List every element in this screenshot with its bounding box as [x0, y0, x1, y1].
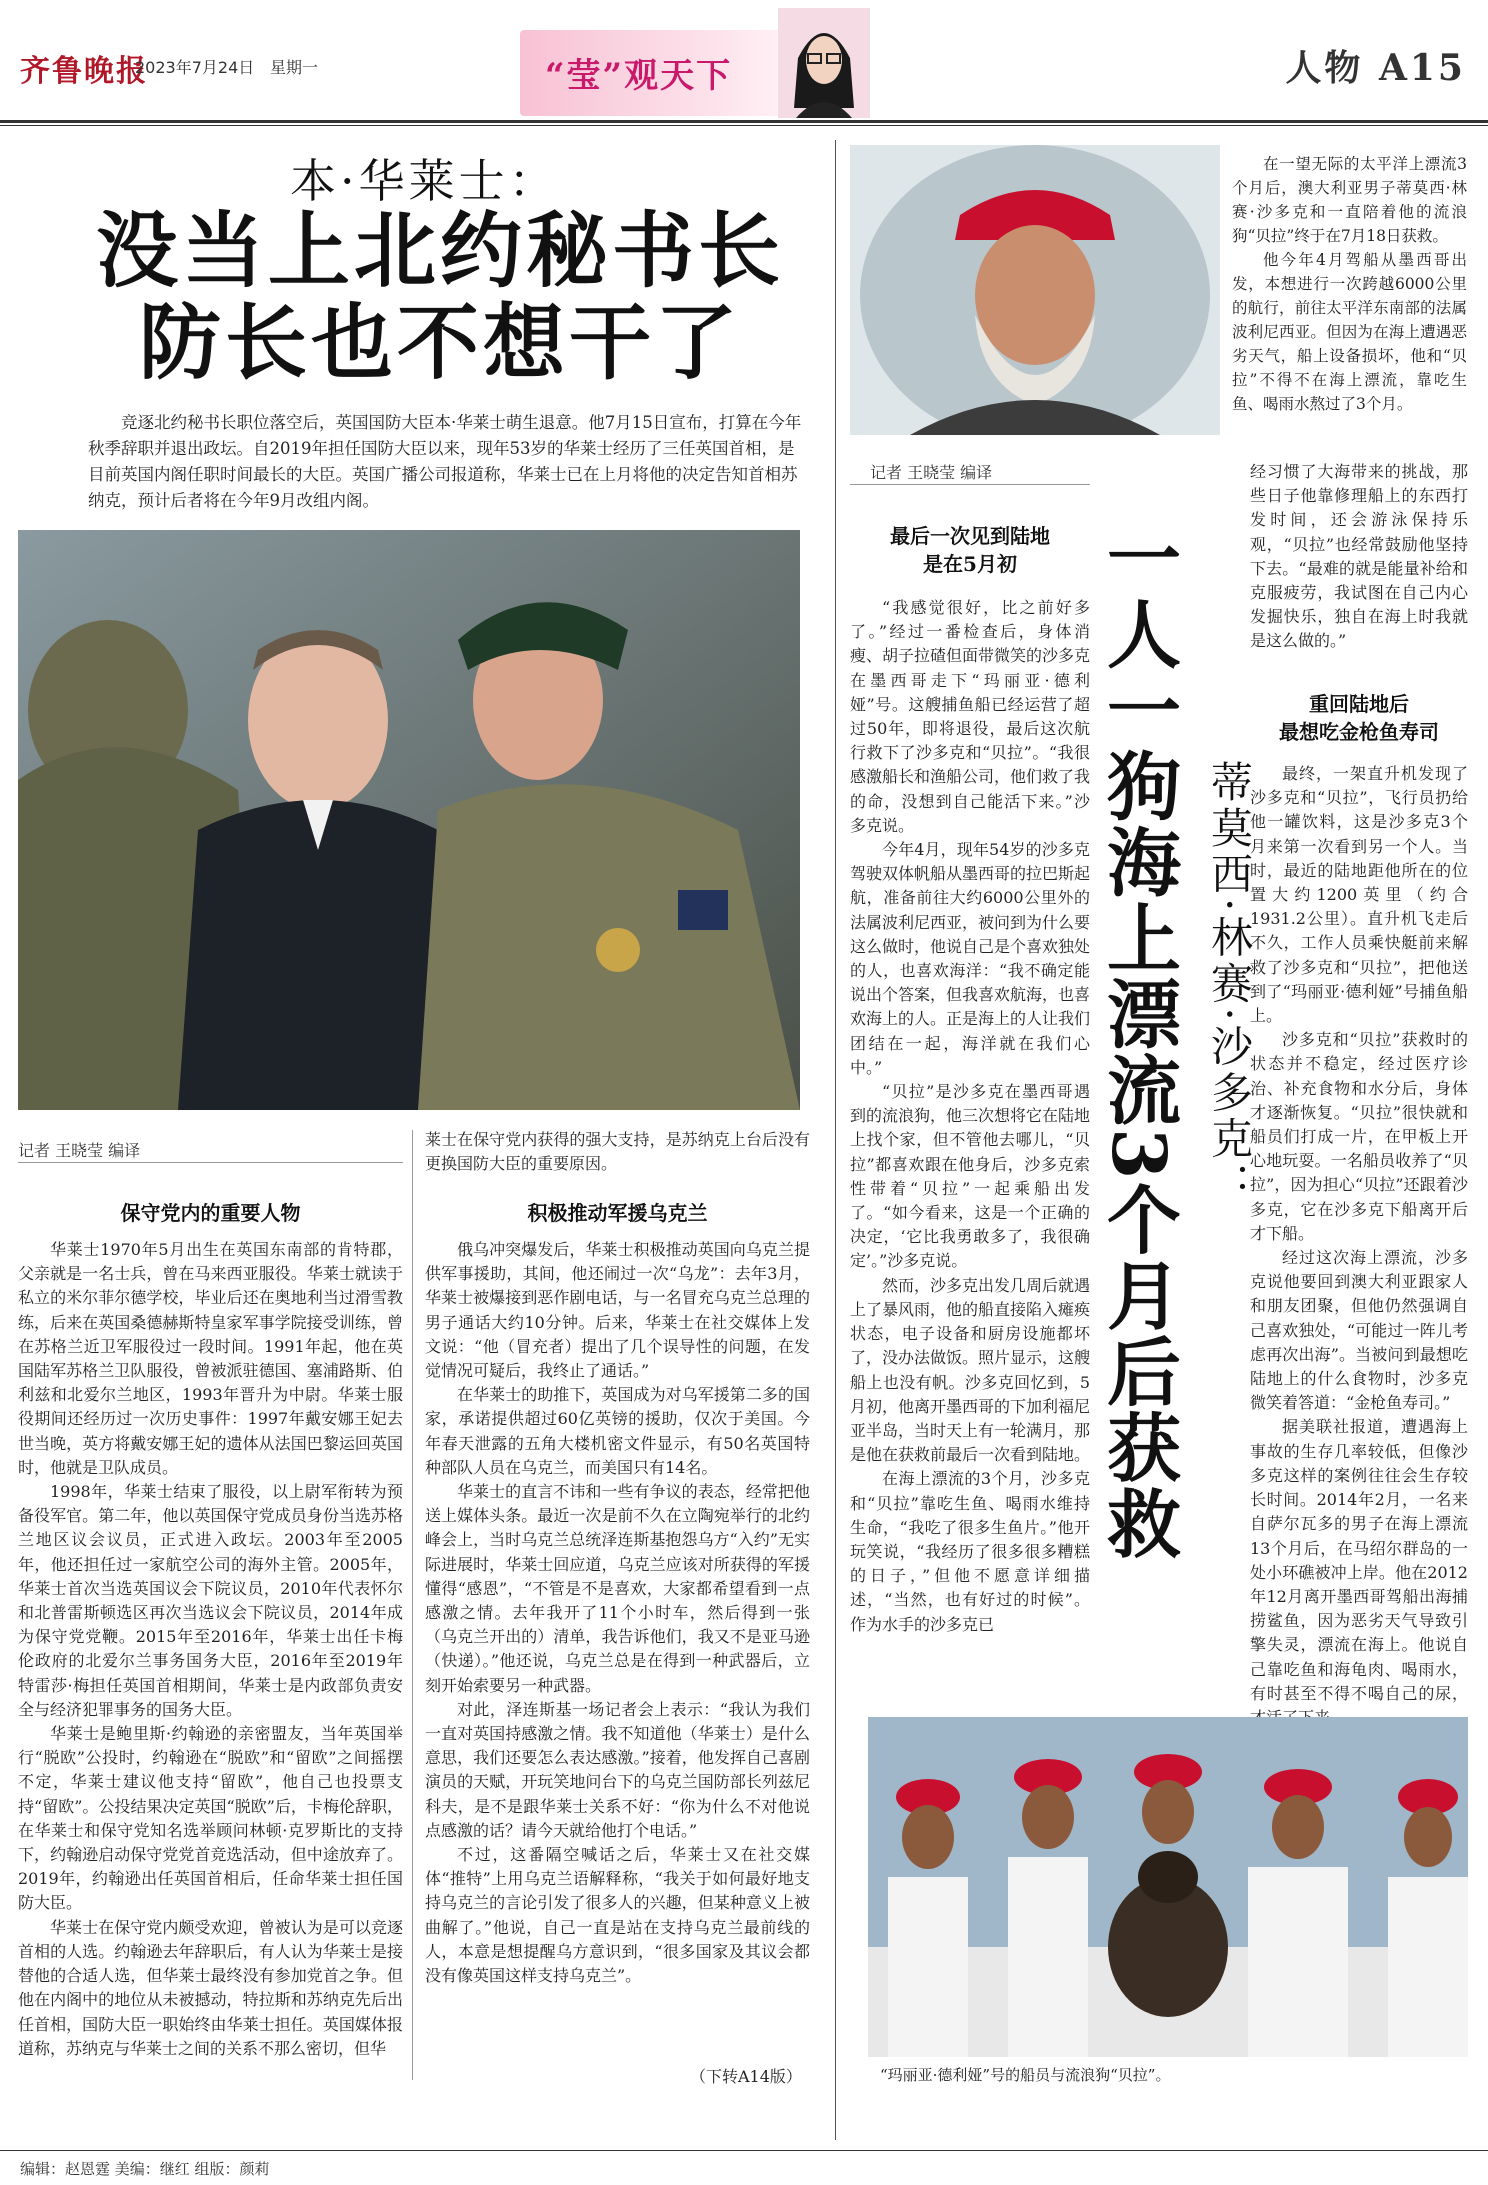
bottom-photo-caption: “玛丽亚·德利娅”号的船员与流浪狗“贝拉”。 [880, 2066, 1171, 2084]
paragraph: 华莱士是鲍里斯·约翰逊的亲密盟友，当年英国举行“脱欧”公投时，约翰逊在“脱欧”和“留欧”之间摇摆不定，华莱士建议他支持“留欧”，他自己也投票支持“留欧”。公投结果决定英国“脱欧”后，卡梅伦辞职，在华莱士和保守党知名选举顾问林顿·克罗斯比的支持下，约翰逊启动保守党党首竞选活动，但中途放弃了。2019年，约翰逊出任英国首相后，任命华莱士担任国防大臣。 [18, 1724, 403, 1913]
left-subhead-1: 保守党内的重要人物 [120, 1201, 301, 1225]
paragraph: 在华莱士的助推下，英国成为对乌军援第二多的国家，承诺提供超过60亿英镑的援助，仅次于美国。今年春天泄露的五角大楼机密文件显示，有50名英国特种部队人员在乌克兰，而美国只有14名。 [425, 1385, 810, 1477]
right-subhead-2: 重回陆地后 最想吃金枪鱼寿司 [1279, 692, 1439, 744]
paragraph: 华莱士1970年5月出生在英国东南部的肯特郡，父亲就是一名士兵，曾在马来西亚服役。华莱士就读于私立的米尔菲尔德学校，毕业后还在奥地利当过滑雪教练，后来在英国桑德赫斯特皇家军事学院接受训练，曾在苏格兰近卫军服役过一段时间。1991年起，他在英国陆军苏格兰卫队服役，曾被派驻德国、塞浦路斯、伯利兹和北爱尔兰地区，1993年晋升为中尉。华莱士服役期间还经历过一次历史事件：1997年戴安娜王妃去世当晚，英方将戴安娜王妃的遗体从法国巴黎运回英国时，他就是卫队成员。 [18, 1240, 403, 1477]
right-story-kicker: 蒂莫西·林赛·沙多克： [1205, 760, 1254, 1209]
story-kicker: 本·华莱士： [290, 154, 559, 208]
headline-line-2: 防长也不想干了 [138, 295, 741, 391]
right-column-2-intro: 经习惯了大海带来的挑战，那些日子他靠修理船上的东西打发时间，还会游泳保持乐观，“贝拉”也经常鼓励他坚持下去。“最难的就是能量补给和克服疲劳，我试图在自己内心发掘快乐，独自在海上时我就是这么做的。” [1250, 462, 1468, 651]
paragraph: 对此，泽连斯基一场记者会上表示：“我认为我们一直对英国持感激之情。我不知道他（华莱士）是什么意思，我们还要怎么表达感激。”接着，他发挥自己喜剧演员的天赋，开玩笑地问台下的乌克兰国防部长列兹尼科夫，是不是跟华莱士关系不好：“你为什么不对他说点感激的话？请今天就给他打个电话。” [425, 1699, 810, 1840]
story-headline [60, 205, 820, 389]
wallace-photo [18, 530, 800, 1110]
paragraph: 1998年，华莱士结束了服役，以上尉军衔转为预备役军官。第二年，他以英国保守党成员身份当选苏格兰地区议会议员，正式进入政坛。2003年至2005年，他还担任过一家航空公司的海外主管。2005年，华莱士首次当选英国议会下院议员，2010年代表怀尔和北普雷斯顿选区再次当选议会下院议员，2014年成为保守党党鞭。2015年至2016年，华莱士出任卡梅伦政府的北爱尔兰事务国务大臣，2016年至2019年特雷莎·梅担任英国首相期间，华莱士是内政部负责安全与经济犯罪事务的国务大臣。 [18, 1482, 403, 1719]
left-subhead-2: 积极推动军援乌克兰 [527, 1201, 708, 1225]
byline-rule [850, 484, 1090, 485]
newspaper-logo: 齐鲁晚报 [20, 54, 148, 89]
right-byline: 记者 王晓莹 编译 [870, 463, 993, 482]
right-column-2 [1250, 762, 1468, 1730]
right-column-1 [850, 596, 1090, 1637]
left-byline: 记者 王晓莹 编译 [18, 1141, 141, 1160]
story-divider [835, 140, 836, 2140]
right-photo-caption [1232, 152, 1467, 416]
issue-date: 2023年7月24日 [135, 58, 255, 77]
shaddock-photo [850, 145, 1220, 435]
byline-rule [18, 1162, 403, 1163]
paragraph: 华莱士在保守党内颇受欢迎，曾被认为是可以竞逐首相的人选。约翰逊去年辞职后，有人认为华莱士是接替他的合适人选，但华莱士最终没有参加党首之争。但他在内阁中的地位从未被撼动，特拉斯和苏纳克先后出任首相，国防大臣一职始终由华莱士担任。英国媒体报道称，苏纳克与华莱士之间的关系不那么密切，但华 [18, 1917, 403, 2058]
paragraph: 华莱士的直言不讳和一些有争议的表态，经常把他送上媒体头条。最近一次是前不久在立陶宛举行的北约峰会上，当时乌克兰总统泽连斯基抱怨乌方“入约”无实际进展时，华莱士回应道，乌克兰应该对所获得的军援懂得“感恩”，“不管是不是喜欢，大家都希望看到一点感激之情。去年我开了11个小时车，然后得到一张（乌克兰开出的）清单，我告诉他们，我又不是亚马逊（快递）。”他还说，乌克兰总是在得到一种武器后，立刻开始索要另一种武器。 [425, 1482, 810, 1695]
paragraph: “我感觉很好，比之前好多了。”经过一番检查后，身体消瘦、胡子拉碴但面带微笑的沙多克在墨西哥走下“玛丽亚·德利娅”号。这艘捕鱼船已经运营了超过50年，即将退役，最后这次航行救下了沙多克和“贝拉”。“我很感激船长和渔船公司，他们救了我的命，没想到自己能活下来。”沙多克说。 [850, 598, 1091, 835]
story-lead: 竞逐北约秘书长职位落空后，英国国防大臣本·华莱士萌生退意。他7月15日宣布，打算在今年秋季辞职并退出政坛。自2019年担任国防大臣以来，现年53岁的华莱士经历了三任英国首相，是目前英国内阁任职时间最长的大臣。英国广播公司报道称，华莱士已在上月将他的决定告知首相苏纳克，预计后者将在今年9月改组内阁。 [88, 413, 802, 510]
footer-rule [0, 2150, 1488, 2151]
paragraph: 经过这次海上漂流，沙多克说他要回到澳大利亚跟家人和朋友团聚，但他仍然强调自己喜欢独处，“可能过一阵儿考虑再次出海”。当被问到最想吃陆地上的什么食物时，沙多克微笑着答道：“金枪鱼寿司。” [1250, 1248, 1468, 1413]
issue-weekday: 星期一 [270, 58, 319, 77]
caption-paragraph: 在一望无际的太平洋上漂流3个月后，澳大利亚男子蒂莫西·林赛·沙多克和一直陪着他的流浪狗“贝拉”终于在7月18日获救。 [1232, 155, 1467, 245]
top-divider-thin [0, 125, 1488, 126]
paragraph: 俄乌冲突爆发后，华莱士积极推动英国向乌克兰提供军事援助，其间，他还闹过一次“乌龙”：去年3月，华莱士被爆接到恶作剧电话，与一名冒充乌克兰总理的男子通话大约10分钟。后来，华莱士在社交媒体上发文说：“他（冒充者）提出了几个误导性的问题，在发觉情况可疑后，我终止了通话。” [425, 1240, 810, 1381]
column-divider [412, 1130, 413, 2080]
left-column-2 [425, 1238, 810, 1988]
columnist-portrait [778, 8, 870, 118]
paragraph: “贝拉”是沙多克在墨西哥遇到的流浪狗，他三次想将它在陆地上找个家，但不管他去哪儿，“贝拉”都喜欢跟在他身后，沙多克索性带着“贝拉”一起乘船出发了。“如今看来，这是一个正确的决定，‘它比我勇敢多了，我很确定’。”沙多克说。 [850, 1082, 1091, 1271]
paragraph: 沙多克和“贝拉”获救时的状态并不稳定，经过医疗诊治、补充食物和水分后，身体才逐渐恢复。“贝拉”很快就和船员们打成一片，在甲板上开心地玩耍。一名船员收养了“贝拉”，因为担心“贝拉”还跟着沙多克，它在沙多克下船离开后才下船。 [1250, 1030, 1468, 1243]
paragraph: 最终，一架直升机发现了沙多克和“贝拉”，飞行员扔给他一罐饮料，这是沙多克3个月来第一次看到另一个人。当时，最近的陆地距他所在的位置大约1200英里（约合1931.2公里）。直升机飞走后不久，工作人员乘快艇前来解救了沙多克和“贝拉”，把他送到了“玛丽亚·德利娅”号捕鱼船上。 [1250, 764, 1468, 1026]
right-subhead-1: 最后一次见到陆地 是在5月初 [890, 524, 1050, 576]
crew-with-dog-photo [868, 1717, 1468, 2057]
paragraph: 然而，沙多克出发几周后就遇上了暴风雨，他的船直接陷入瘫痪状态，电子设备和厨房设施都坏了，没办法做饭。照片显示，这艘船上也没有帆。沙多克回忆到，5月初，他离开墨西哥的下加利福尼亚半岛，当时天上有一轮满月，那是他在获救前最后一次看到陆地。 [850, 1275, 1091, 1465]
headline-line-1: 没当上北约秘书长 [95, 203, 784, 299]
section-label: 人物 A15 [1285, 47, 1466, 89]
continued-note: （下转A14版） [690, 2067, 802, 2086]
column-title: “莹”观天下 [545, 56, 733, 96]
paragraph: 据美联社报道，遭遇海上事故的生存几率较低，但像沙多克这样的案例往往会生存较长时间。2014年2月，一名来自萨尔瓦多的男子在海上漂流13个月后，在马绍尔群岛的一处小环礁被冲上岸。他在2012年12月离开墨西哥驾船出海捕捞鲨鱼，因为恶劣天气导致引擎失灵，漂流在海上。他说自己靠吃鱼和海龟肉、喝雨水，有时甚至不得不喝自己的尿， [1250, 1417, 1468, 1703]
paragraph: 在海上漂流的3个月，沙多克和“贝拉”靠吃生鱼、喝雨水维持生命，“我吃了很多生鱼片。”他开玩笑说，“我经历了很多很多糟糕的日子，”但他不愿意详细描述，“当然，也有好过的时候”。作为水手的沙多克已 [850, 1469, 1090, 1634]
paragraph: 今年4月，现年54岁的沙多克驾驶双体帆船从墨西哥的拉巴斯起航，准备前往大约6000公里外的法属波利尼西亚，被问到为什么要这么做时，他说自己是个喜欢独处的人，也喜欢海洋：“我不确定能说出个答案，但我喜欢航海，也喜欢海上的人。正是海上的人让我们团结在一起，海洋就在我们心中。” [850, 840, 1091, 1077]
paragraph: 不过，这番隔空喊话之后，华莱士又在社交媒体“推特”上用乌克兰语解释称，“我关于如何最好地支持乌克兰的言论引发了很多人的兴趣，但某种意义上被曲解了。”他说，自己一直是站在支持乌克兰最前线的人，本意是想提醒乌方意识到，“很多国家及其议会都没有像英国这样支持乌克兰”。 [425, 1845, 810, 1986]
footer-credits: 编辑：赵恩霆 美编：继红 组版：颜莉 [20, 2160, 270, 2178]
left-column-1 [18, 1238, 403, 2061]
caption-paragraph: 他今年4月驾船从墨西哥出发，本想进行一次跨越6000公里的航行，前往太平洋东南部的法属波利尼西亚。但因为在海上遭遇恶劣天气，船上设备损坏，他和“贝拉”不得不在海上漂流，靠吃生鱼、喝雨水熬过了3个月。 [1232, 251, 1467, 413]
right-story-headline: 一人一狗海上漂流3个月后获救 [1095, 520, 1181, 1562]
left-column-2-intro: 莱士在保守党内获得的强大支持，是苏纳克上台后没有更换国防大臣的重要原因。 [425, 1130, 810, 1174]
top-divider [0, 120, 1488, 123]
